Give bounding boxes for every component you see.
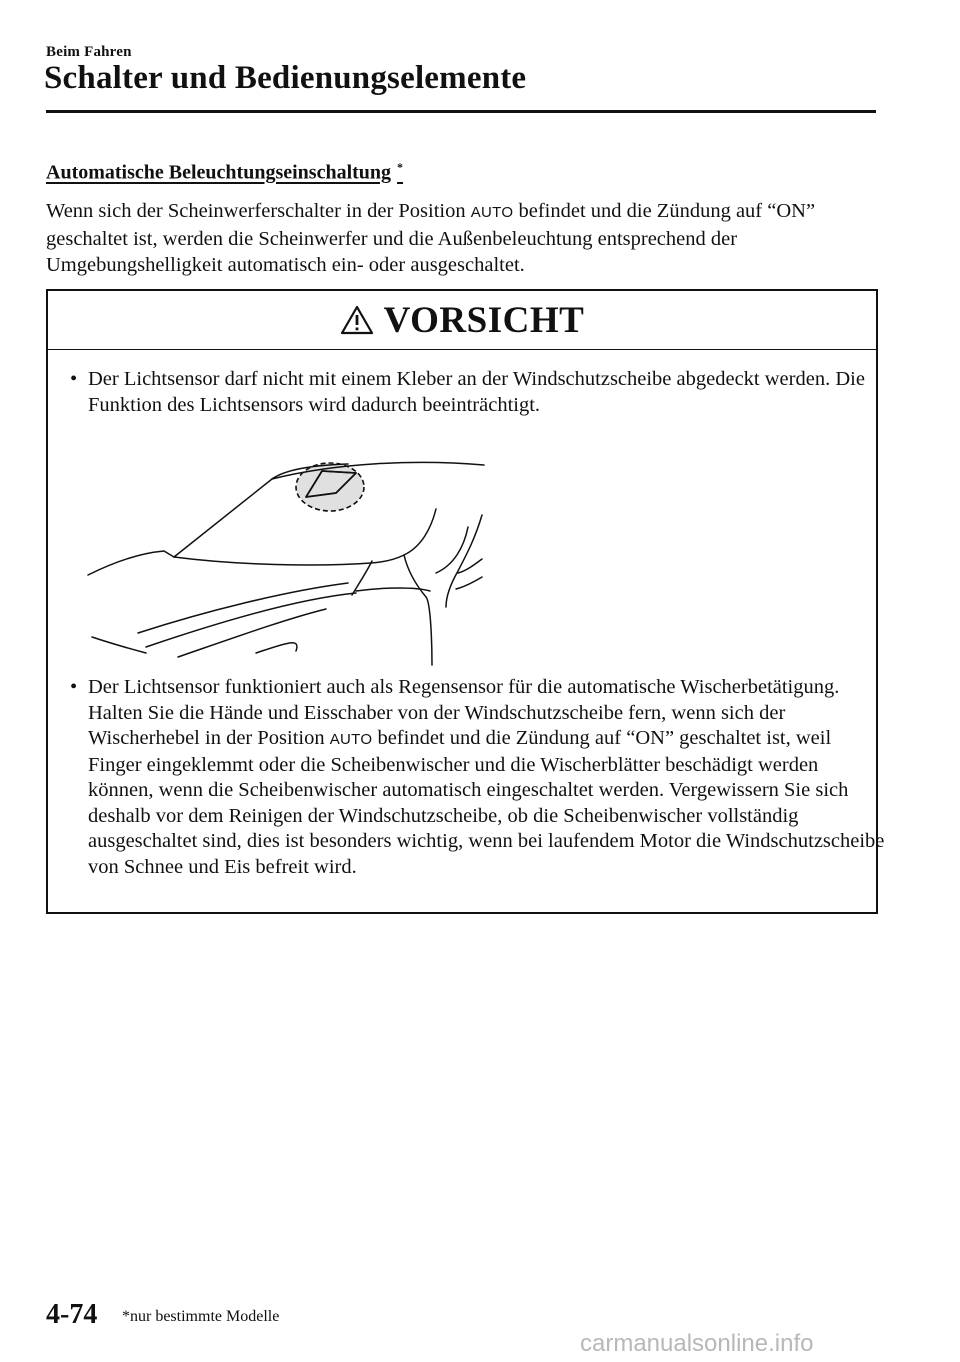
bullet-2-text-end: befindet und die Zündung auf “ON” geschaltet ist, weil Finger eingeklemmt oder die Scheibenwischer und die Wischerblätter beschädigt werden können, wenn die Scheibenwischer automatisch eingeschaltet werden. Vergewissern Sie sich deshalb vor dem Reinigen der Windschutzscheibe, ob die Scheibenwischer vollständig ausgeschaltet sind, dies ist besonders wichtig, wenn bei laufendem Motor die Windschutzscheibe von Schnee und Eis befreit wird. <box>88 727 885 878</box>
sensor-highlight <box>296 463 364 511</box>
header-divider <box>46 110 876 113</box>
auto-position-label: AUTO <box>329 731 373 748</box>
caution-header <box>48 291 876 350</box>
bullet-dot: • <box>70 676 78 698</box>
sub-heading <box>46 160 403 185</box>
intro-paragraph <box>46 198 856 278</box>
page-number: 4-74 <box>46 1299 98 1330</box>
caution-box <box>46 289 885 914</box>
sub-heading-text: Automatische Beleuchtungseinschaltung <box>46 161 392 184</box>
auto-position-label: AUTO <box>470 204 514 221</box>
page-title: Schalter und Bedienungselemente <box>44 60 527 96</box>
bullet-1-text: Der Lichtsensor darf nicht mit einem Kleber an der Windschutzscheibe abgedeckt werden. Die Funktion des Lichtsensors wird dadurch beeinträchtigt. <box>88 368 865 416</box>
intro-text-end: befindet und die Zündung auf “ON” geschaltet ist, werden die Scheinwerfer und die Außenbeleuchtung entsprechend der Umgebungshelligkeit automatisch ein- oder ausgeschaltet. <box>46 200 816 276</box>
intro-text-start: Wenn sich der Scheinwerferschalter in der Position <box>46 200 466 222</box>
section-label: Beim Fahren <box>46 44 132 60</box>
light-sensor-illustration <box>86 447 488 667</box>
caution-title: VORSICHT <box>383 299 585 341</box>
caution-bullet-2 <box>68 675 888 880</box>
footnote-marker: * <box>397 160 404 174</box>
warning-triangle-icon <box>340 305 374 335</box>
bullet-2-text-start: Der Lichtsensor funktioniert auch als Regensensor für die automatische Wischerbetätigung. Halten Sie die Hände und Eisschaber von der Windschutzscheibe fern, wenn sich der Wischerhebel in der Position <box>88 676 840 749</box>
bullet-dot: • <box>70 368 78 390</box>
watermark: carmanualsonline.info <box>580 1330 814 1357</box>
caution-bullet-1 <box>68 367 888 418</box>
footnote: *nur bestimmte Modelle <box>122 1308 280 1325</box>
